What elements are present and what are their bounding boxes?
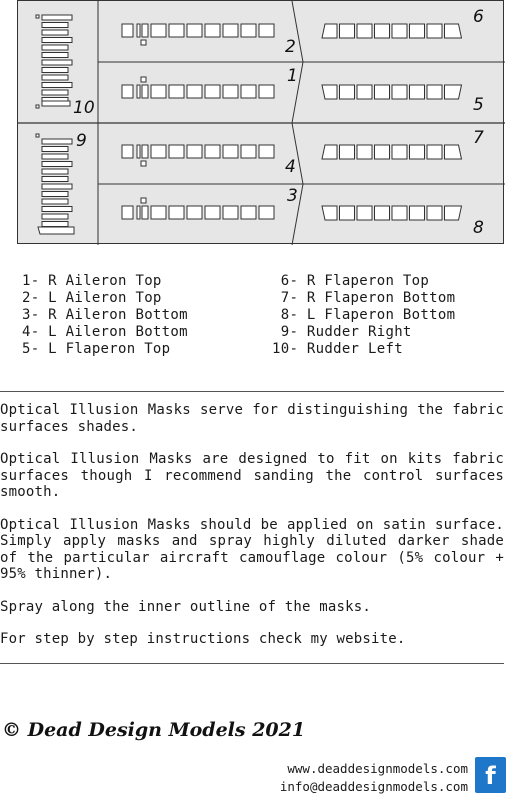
- instruction-paragraph-1: Optical Illusion Masks serve for distinguishing the fabric surfaces shades.: [0, 402, 504, 435]
- instruction-paragraph-3: Optical Illusion Masks should be applied on satin surface. Simply apply masks and spray highly diluted darker shade of the particular aircraft camouflage colour (5% colour + 95% thinner).: [0, 516, 504, 582]
- aileron-mask-cell: [187, 85, 202, 98]
- rudder-mask-cell: [42, 75, 68, 80]
- divider-bottom: [0, 663, 504, 664]
- part-number-10: 10: [73, 98, 95, 118]
- flaperon-mask-cell: [427, 145, 442, 159]
- aileron-mask-tab: [141, 40, 146, 45]
- rudder-mask-cell: [42, 38, 72, 43]
- aileron-mask-cell: [142, 145, 148, 158]
- mask-sheet-outline: [18, 1, 505, 245]
- flaperon-mask-cell: [410, 24, 425, 38]
- rudder-mask-cell: [42, 60, 72, 65]
- flaperon-mask-cell: [322, 145, 337, 159]
- aileron-mask-cell: [241, 206, 256, 219]
- rudder-mask-cell: [42, 53, 68, 58]
- legend-item-6: 6- R Flaperon Top: [272, 273, 430, 289]
- aileron-mask-cell: [169, 24, 184, 37]
- instruction-paragraph-5: For step by step instructions check my website.: [0, 631, 406, 647]
- aileron-mask-tab: [141, 77, 146, 82]
- flaperon-mask-cell: [357, 206, 372, 220]
- rudder-mask-dot: [36, 15, 39, 18]
- aileron-mask-cell: [137, 24, 140, 37]
- aileron-mask-cell: [223, 85, 238, 98]
- aileron-mask-cell: [137, 85, 140, 98]
- aileron-mask-cell: [205, 85, 220, 98]
- aileron-mask-cell: [137, 206, 140, 219]
- rudder-mask-cell: [42, 30, 68, 35]
- part-number-1: 1: [287, 66, 298, 86]
- flaperon-mask-cell: [427, 85, 442, 99]
- legend-item-4: 4- L Aileron Bottom: [22, 324, 188, 340]
- rudder-mask-cell: [42, 83, 72, 88]
- rudder-mask-cell: [42, 68, 68, 73]
- aileron-mask-cell: [169, 206, 184, 219]
- aileron-mask-cell: [259, 24, 274, 37]
- flaperon-mask-cell: [340, 24, 355, 38]
- flaperon-mask-cell: [375, 145, 390, 159]
- aileron-mask-cell: [241, 145, 256, 158]
- aileron-mask-cell: [169, 85, 184, 98]
- flaperon-mask-cell: [340, 85, 355, 99]
- part-number-4: 4: [285, 157, 296, 177]
- aileron-mask-cell: [151, 206, 166, 219]
- aileron-mask-cell: [241, 85, 256, 98]
- aileron-mask-tab: [141, 161, 146, 166]
- part-number-6: 6: [473, 7, 484, 27]
- rudder-mask-cell: [42, 90, 68, 95]
- legend-right-column: [272, 273, 455, 358]
- flaperon-mask-cell: [445, 85, 462, 99]
- legend-item-9: 9- Rudder Right: [272, 324, 412, 340]
- rudder-mask-cell: [42, 192, 68, 197]
- rudder-mask-dot: [36, 105, 39, 108]
- flaperon-mask-cell: [322, 206, 337, 220]
- instruction-paragraph-2: Optical Illusion Masks are designed to fit on kits fabric surfaces though I recommend sanding the control surfaces smooth.: [0, 451, 504, 500]
- part-number-9: 9: [76, 131, 87, 151]
- flaperon-mask-cell: [375, 85, 390, 99]
- aileron-mask-cell: [259, 145, 274, 158]
- legend-item-2: 2- L Aileron Top: [22, 290, 162, 306]
- aileron-mask-cell: [187, 206, 202, 219]
- flaperon-mask-cell: [392, 206, 407, 220]
- legend-item-10: 10- Rudder Left: [272, 341, 403, 357]
- aileron-mask-tab: [141, 198, 146, 203]
- part-number-8: 8: [473, 218, 484, 238]
- aileron-mask-cell: [223, 206, 238, 219]
- aileron-mask-cell: [187, 24, 202, 37]
- rudder-mask-cell: [42, 222, 68, 227]
- aileron-mask-cell: [205, 206, 220, 219]
- aileron-mask-cell: [259, 85, 274, 98]
- mask-sheet-diagram: [17, 0, 504, 244]
- rudder-mask-cell: [42, 101, 70, 106]
- rudder-mask-cell: [42, 214, 68, 219]
- flaperon-mask-cell: [410, 145, 425, 159]
- flaperon-mask-cell: [340, 145, 355, 159]
- flaperon-mask-cell: [375, 24, 390, 38]
- flaperon-mask-cell: [375, 206, 390, 220]
- contact-info: [280, 760, 468, 796]
- aileron-mask-cell: [122, 85, 133, 98]
- aileron-mask-cell: [205, 145, 220, 158]
- part-number-5: 5: [473, 95, 484, 115]
- aileron-mask-cell: [205, 24, 220, 37]
- aileron-mask-cell: [151, 145, 166, 158]
- aileron-mask-cell: [142, 24, 148, 37]
- flaperon-mask-cell: [410, 85, 425, 99]
- aileron-mask-cell: [169, 145, 184, 158]
- flaperon-mask-cell: [392, 145, 407, 159]
- aileron-mask-cell: [187, 145, 202, 158]
- part-number-7: 7: [473, 128, 484, 148]
- flaperon-mask-cell: [340, 206, 355, 220]
- rudder-mask-cell: [42, 45, 68, 50]
- rudder-mask-cell: [42, 184, 72, 189]
- aileron-mask-cell: [223, 145, 238, 158]
- flaperon-mask-cell: [427, 206, 442, 220]
- flaperon-mask-cell: [427, 24, 442, 38]
- flaperon-mask-cell: [322, 85, 337, 99]
- flaperon-mask-cell: [357, 145, 372, 159]
- rudder-mask-cell: [42, 139, 72, 144]
- flaperon-mask-cell: [445, 24, 462, 38]
- aileron-mask-cell: [151, 24, 166, 37]
- flaperon-mask-cell: [357, 24, 372, 38]
- flaperon-mask-cell: [322, 24, 337, 38]
- aileron-mask-cell: [122, 24, 133, 37]
- rudder-mask-cell: [42, 23, 68, 28]
- rudder-mask-cell: [42, 162, 72, 167]
- aileron-mask-cell: [241, 24, 256, 37]
- copyright-logo: © Dead Design Models 2021: [2, 719, 306, 741]
- aileron-mask-cell: [142, 206, 148, 219]
- legend-item-7: 7- R Flaperon Bottom: [272, 290, 456, 306]
- aileron-mask-cell: [122, 145, 133, 158]
- rudder-mask-cell: [42, 207, 72, 212]
- aileron-mask-cell: [142, 85, 148, 98]
- flaperon-mask-cell: [392, 85, 407, 99]
- flaperon-mask-cell: [392, 24, 407, 38]
- flaperon-mask-cell: [445, 206, 462, 220]
- legend-item-5: 5- L Flaperon Top: [22, 341, 171, 357]
- mask-strips: [36, 15, 462, 234]
- aileron-mask-cell: [259, 206, 274, 219]
- rudder-mask-cell: [42, 154, 68, 159]
- instructions-text: [0, 402, 504, 648]
- legend-left-column: [22, 273, 188, 358]
- flaperon-mask-cell: [410, 206, 425, 220]
- flaperon-mask-cell: [357, 85, 372, 99]
- legend-item-3: 3- R Aileron Bottom: [22, 307, 188, 323]
- rudder-mask-cell: [42, 147, 68, 152]
- rudder-mask-cell: [42, 169, 68, 174]
- rudder-mask-base: [38, 227, 74, 234]
- aileron-mask-cell: [137, 145, 140, 158]
- instruction-paragraph-4: Spray along the inner outline of the masks.: [0, 598, 372, 615]
- flaperon-mask-cell: [445, 145, 462, 159]
- part-number-3: 3: [287, 186, 298, 206]
- aileron-mask-cell: [151, 85, 166, 98]
- aileron-mask-cell: [223, 24, 238, 37]
- rudder-mask-cell: [42, 177, 68, 182]
- aileron-mask-cell: [122, 206, 133, 219]
- legend-item-1: 1- R Aileron Top: [22, 273, 162, 289]
- rudder-mask-dot: [36, 134, 39, 137]
- facebook-icon[interactable]: f: [475, 757, 506, 793]
- rudder-mask-cell: [42, 15, 72, 20]
- website-link[interactable]: www.deaddesignmodels.com: [287, 761, 468, 776]
- legend-item-8: 8- L Flaperon Bottom: [272, 307, 456, 323]
- divider-top: [0, 391, 504, 392]
- email-link[interactable]: info@deaddesignmodels.com: [279, 779, 468, 794]
- rudder-mask-cell: [42, 199, 68, 204]
- part-number-2: 2: [285, 37, 296, 57]
